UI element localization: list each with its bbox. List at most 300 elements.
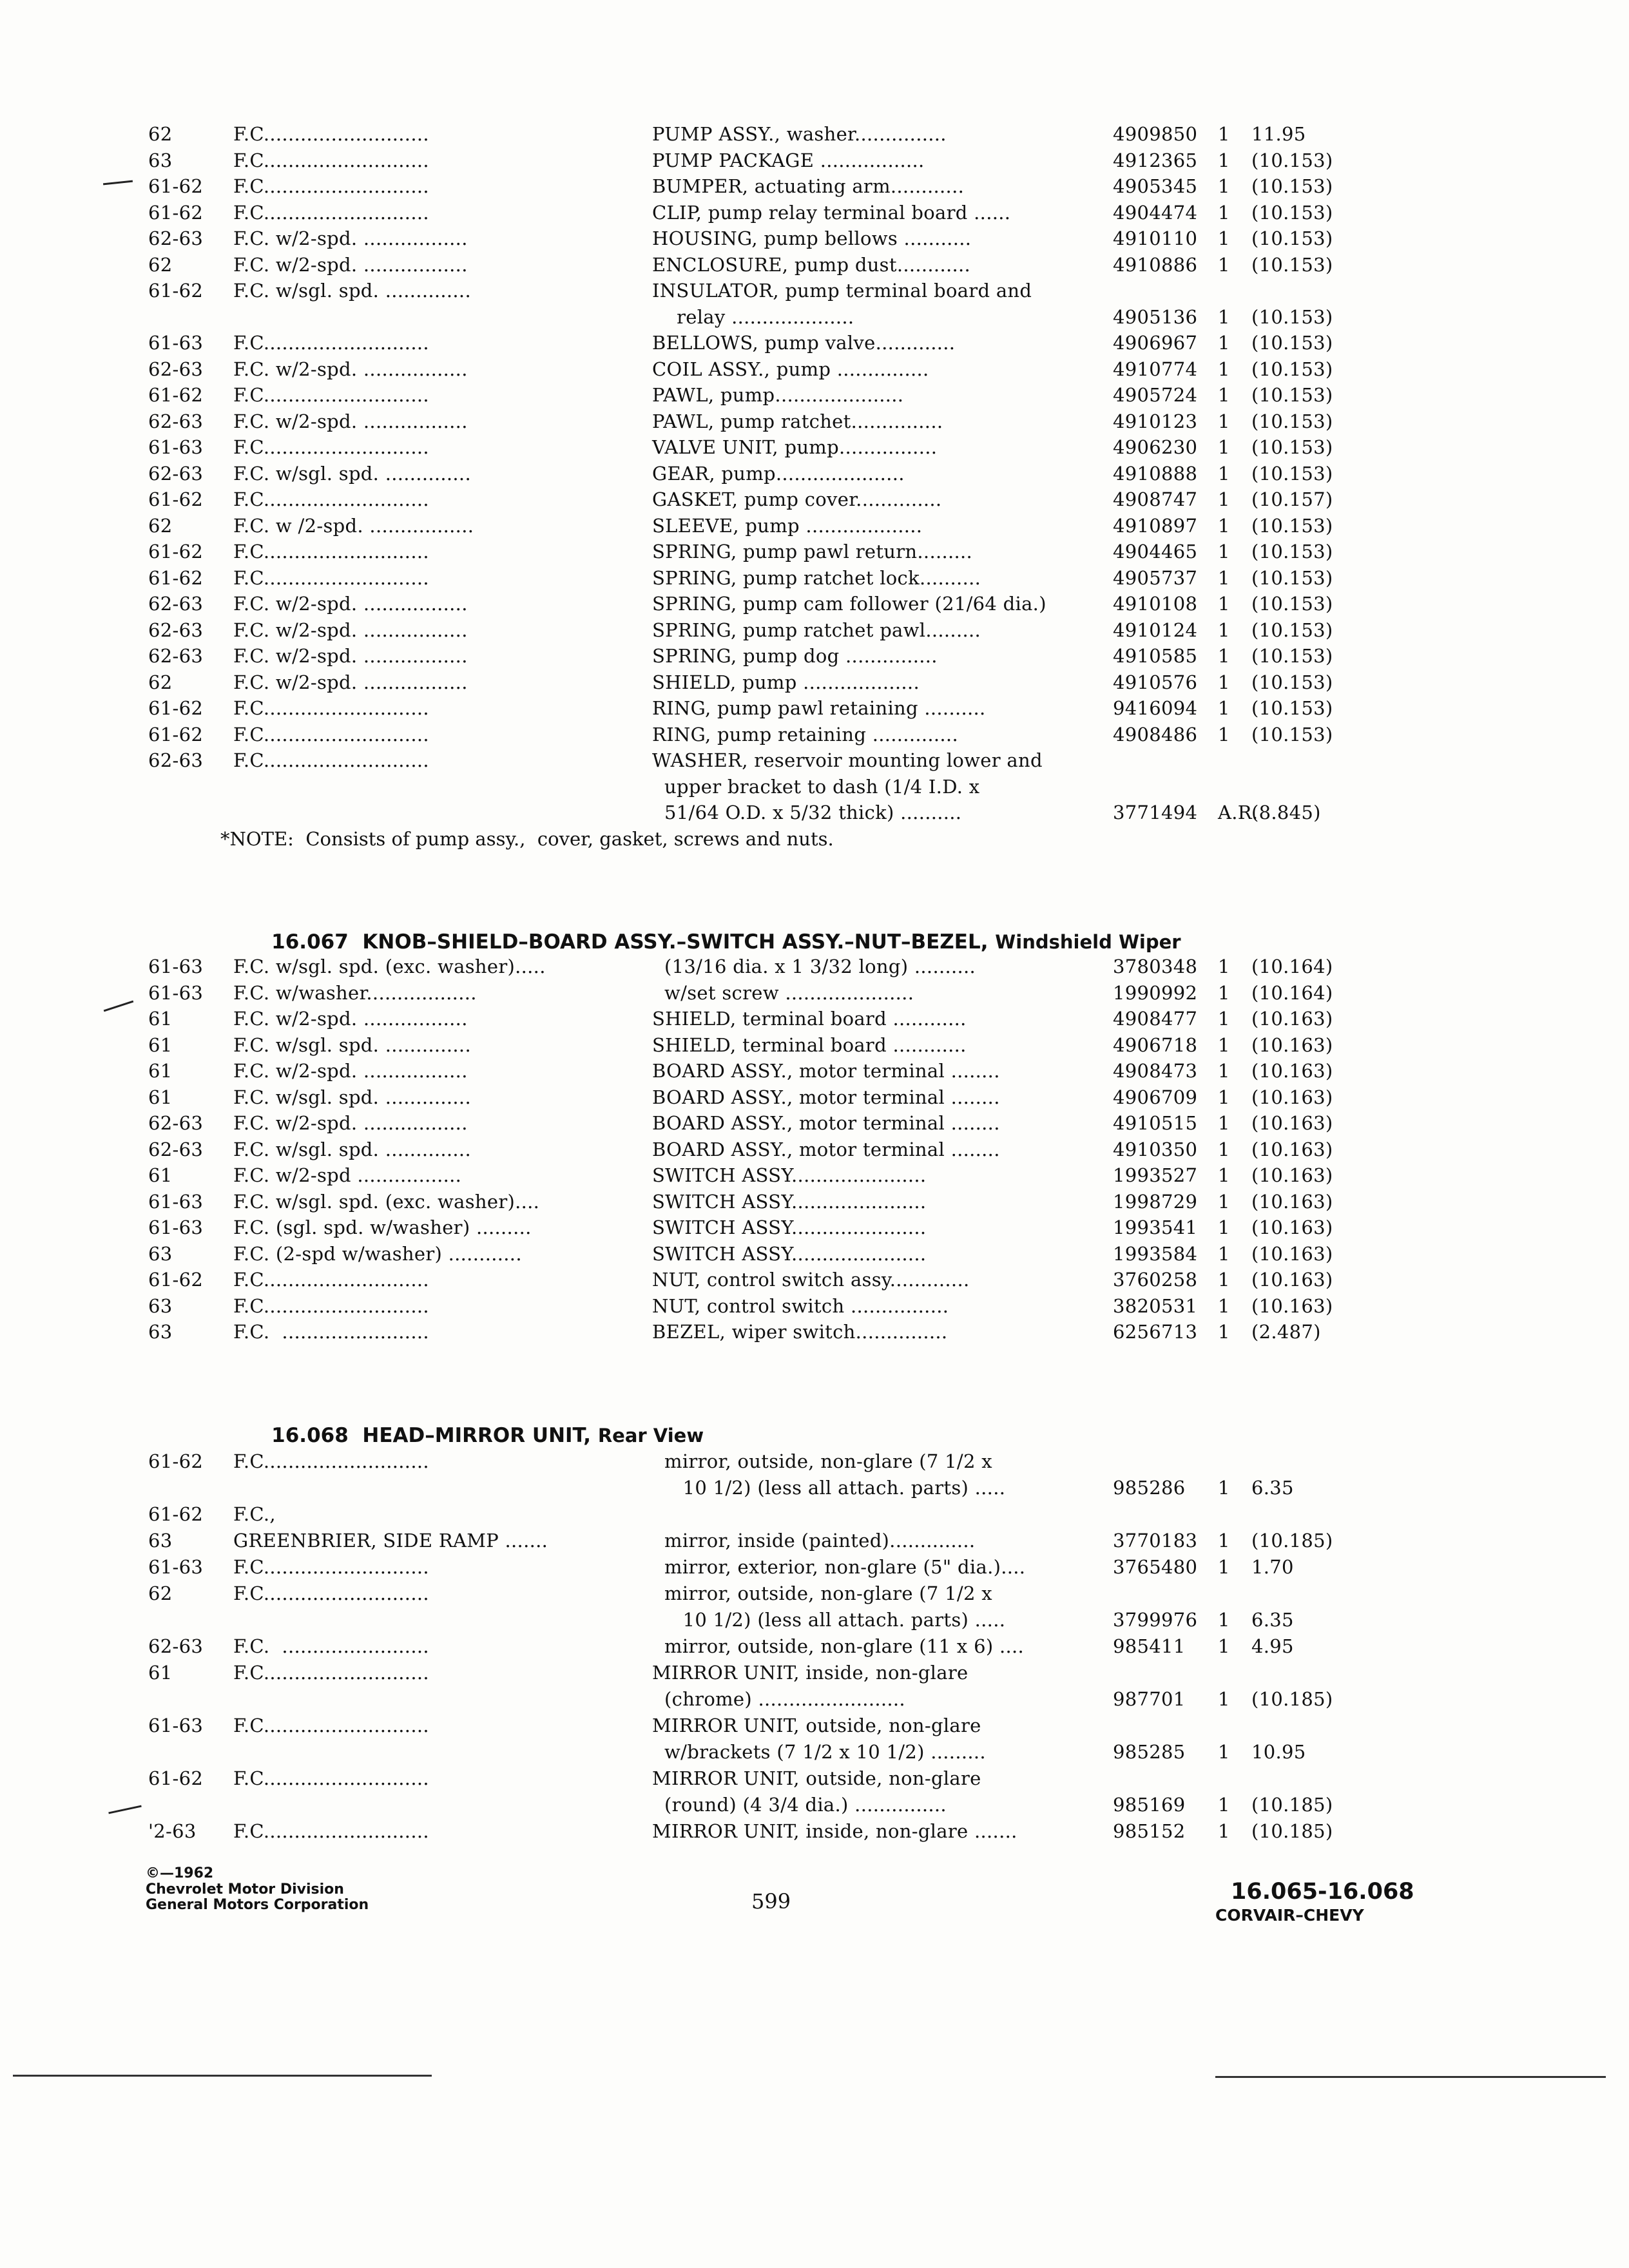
- part-number-cell: 985152: [1113, 1820, 1186, 1842]
- model-cell: F.C...........................: [233, 1294, 429, 1317]
- part-number-cell: 4910774: [1113, 358, 1198, 380]
- group-cell: (10.153): [1251, 201, 1333, 224]
- description-cell: MIRROR UNIT, outside, non-glare: [652, 1715, 981, 1736]
- group-cell: (10.153): [1251, 566, 1333, 589]
- year-cell: 61: [148, 1086, 173, 1108]
- description-cell: mirror, outside, non-glare (7 1/2 x: [652, 1450, 992, 1472]
- year-cell: 61-62: [148, 175, 204, 197]
- quantity-cell: 1: [1218, 1530, 1230, 1552]
- part-number-cell: 4910350: [1113, 1138, 1198, 1160]
- group-cell: (10.153): [1251, 436, 1333, 458]
- description-cell: SWITCH ASSY......................: [652, 1190, 927, 1213]
- group-cell: (10.163): [1251, 1138, 1333, 1160]
- table-row: [0, 747, 1629, 773]
- group-cell: 4.95: [1251, 1635, 1294, 1657]
- table-row: [0, 774, 1629, 800]
- year-cell: 61-62: [148, 1269, 204, 1291]
- model-cell: F.C. w/washer..................: [233, 981, 477, 1004]
- group-cell: (10.157): [1251, 488, 1333, 510]
- year-cell: 63: [148, 1321, 173, 1343]
- year-cell: 61-62: [148, 566, 204, 589]
- group-cell: 11.95: [1251, 123, 1306, 145]
- quantity-cell: 1: [1218, 541, 1230, 562]
- year-cell: 61-63: [148, 981, 204, 1004]
- year-cell: 63: [148, 1294, 173, 1317]
- part-number-cell: 3771494: [1113, 802, 1198, 823]
- model-cell: F.C. w/sgl. spd. ..............: [233, 1033, 471, 1056]
- year-cell: 62-63: [148, 749, 204, 771]
- description-cell: 10 1/2) (less all attach. parts) .....: [652, 1609, 1006, 1631]
- table-row: [0, 330, 1629, 356]
- part-number-cell: 4905724: [1113, 384, 1198, 406]
- description-cell: w/set screw .....................: [652, 981, 914, 1004]
- year-cell: 61-62: [148, 541, 204, 562]
- description-cell: (13/16 dia. x 1 3/32 long) ..........: [652, 956, 976, 977]
- year-cell: 61-62: [148, 488, 204, 510]
- part-number-cell: 985169: [1113, 1794, 1186, 1816]
- year-cell: 62-63: [148, 1138, 204, 1160]
- model-cell: F.C. w/2-spd. .................: [233, 253, 468, 276]
- description-cell: MIRROR UNIT, inside, non-glare .......: [652, 1820, 1017, 1842]
- description-cell: (round) (4 3/4 dia.) ...............: [652, 1794, 947, 1816]
- model-cell: F.C...........................: [233, 1450, 429, 1472]
- description-cell: PAWL, pump ratchet...............: [652, 410, 943, 432]
- quantity-cell: 1: [1218, 201, 1230, 224]
- quantity-cell: 1: [1218, 1321, 1230, 1343]
- model-cell: F.C...........................: [233, 723, 429, 745]
- model-cell: F.C. w/sgl. spd. ..............: [233, 280, 471, 302]
- section-title: HEAD–MIRROR UNIT,: [362, 1424, 592, 1447]
- quantity-cell: 1: [1218, 514, 1230, 537]
- part-number-cell: 4908486: [1113, 723, 1198, 745]
- model-cell: F.C...........................: [233, 1556, 429, 1578]
- description-cell: BUMPER, actuating arm............: [652, 175, 965, 197]
- description-cell: PUMP ASSY., washer...............: [652, 123, 947, 145]
- table-row: [0, 486, 1629, 512]
- model-cell: F.C. w/2-spd. .................: [233, 619, 468, 641]
- description-cell: BOARD ASSY., motor terminal ........: [652, 1112, 1000, 1134]
- group-cell: (10.153): [1251, 514, 1333, 537]
- part-number-cell: 1993541: [1113, 1216, 1198, 1238]
- description-cell: PUMP PACKAGE .................: [652, 149, 925, 171]
- table-row: [0, 565, 1629, 591]
- year-cell: 62-63: [148, 593, 204, 615]
- table-row: [0, 1189, 1629, 1215]
- group-cell: (10.163): [1251, 1112, 1333, 1134]
- quantity-cell: 1: [1218, 175, 1230, 197]
- part-number-cell: 985285: [1113, 1741, 1186, 1763]
- group-cell: (10.163): [1251, 1060, 1333, 1082]
- part-number-cell: 4908477: [1113, 1008, 1198, 1030]
- part-number-cell: 4910888: [1113, 462, 1198, 485]
- table-row: [0, 1554, 1629, 1580]
- part-number-cell: 4910585: [1113, 645, 1198, 667]
- table-row: [0, 1501, 1629, 1527]
- quantity-cell: 1: [1218, 1609, 1230, 1631]
- quantity-cell: 1: [1218, 1820, 1230, 1842]
- table-row: [0, 800, 1629, 825]
- quantity-cell: 1: [1218, 1086, 1230, 1108]
- description-cell: MIRROR UNIT, outside, non-glare: [652, 1767, 981, 1789]
- description-cell: BOARD ASSY., motor terminal ........: [652, 1138, 1000, 1160]
- description-cell: SLEEVE, pump ...................: [652, 514, 923, 537]
- quantity-cell: 1: [1218, 593, 1230, 615]
- section-title: KNOB–SHIELD–BOARD ASSY.–SWITCH ASSY.–NUT–BEZEL,: [362, 930, 988, 954]
- description-cell: (chrome) ........................: [652, 1688, 905, 1710]
- bottom-rule-left: [13, 2075, 432, 2077]
- quantity-cell: 1: [1218, 619, 1230, 641]
- quantity-cell: 1: [1218, 1269, 1230, 1291]
- model-cell: F.C...........................: [233, 332, 429, 354]
- table-row: [0, 1792, 1629, 1818]
- description-cell: ENCLOSURE, pump dust............: [652, 253, 971, 276]
- table-row: [0, 1241, 1629, 1267]
- model-cell: F.C...........................: [233, 436, 429, 458]
- group-cell: (10.163): [1251, 1216, 1333, 1238]
- model-cell: F.C...........................: [233, 123, 429, 145]
- quantity-cell: 1: [1218, 227, 1230, 249]
- part-number-cell: 4904474: [1113, 201, 1198, 224]
- part-number-cell: 4910886: [1113, 253, 1198, 276]
- part-number-cell: 4910576: [1113, 671, 1198, 693]
- table-row: [0, 1267, 1629, 1293]
- year-cell: 62-63: [148, 227, 204, 249]
- quantity-cell: 1: [1218, 1060, 1230, 1082]
- group-cell: (10.153): [1251, 175, 1333, 197]
- year-cell: 63: [148, 1242, 173, 1265]
- year-cell: 61: [148, 1164, 173, 1186]
- description-cell: SHIELD, terminal board ............: [652, 1008, 967, 1030]
- description-cell: SHIELD, terminal board ............: [652, 1033, 967, 1056]
- table-row: [0, 1475, 1629, 1501]
- year-cell: 62: [148, 1582, 173, 1604]
- model-cell: F.C. w/2-spd. .................: [233, 1112, 468, 1134]
- table-row: [0, 1293, 1629, 1319]
- description-cell: SPRING, pump pawl return.........: [652, 541, 973, 562]
- table-row: [0, 1765, 1629, 1791]
- model-cell: F.C. (2-spd w/washer) ............: [233, 1242, 522, 1265]
- section-number: 16.067: [271, 930, 349, 954]
- group-cell: (10.163): [1251, 1269, 1333, 1291]
- quantity-cell: 1: [1218, 149, 1230, 171]
- part-number-cell: 3760258: [1113, 1269, 1198, 1291]
- part-number-cell: 3780348: [1113, 956, 1198, 977]
- model-cell: F.C. w/sgl. spd. ..............: [233, 462, 471, 485]
- group-cell: (10.153): [1251, 305, 1333, 328]
- description-cell: SWITCH ASSY......................: [652, 1164, 927, 1186]
- model-cell: F.C...........................: [233, 1715, 429, 1736]
- year-cell: 62-63: [148, 645, 204, 667]
- model-cell: F.C. ........................: [233, 1321, 429, 1343]
- group-cell: (10.153): [1251, 697, 1333, 719]
- table-row: [0, 1032, 1629, 1058]
- table-row: [0, 617, 1629, 643]
- model-cell: F.C...........................: [233, 1767, 429, 1789]
- table-row: [0, 1137, 1629, 1162]
- model-cell: F.C...........................: [233, 1269, 429, 1291]
- description-cell: RING, pump retaining ..............: [652, 723, 958, 745]
- table-row: [0, 513, 1629, 539]
- table-row: [0, 1448, 1629, 1474]
- model-cell: F.C. w/sgl. spd. ..............: [233, 1086, 471, 1108]
- quantity-cell: 1: [1218, 1741, 1230, 1763]
- table-row: [0, 980, 1629, 1006]
- year-cell: 62-63: [148, 410, 204, 432]
- table-row: [0, 1319, 1629, 1345]
- description-cell: BELLOWS, pump valve.............: [652, 332, 956, 354]
- description-cell: mirror, inside (painted)..............: [652, 1530, 976, 1552]
- description-cell: GEAR, pump.....................: [652, 462, 905, 485]
- year-cell: 61: [148, 1033, 173, 1056]
- group-cell: (10.185): [1251, 1820, 1333, 1842]
- group-cell: (10.164): [1251, 981, 1333, 1004]
- part-number-cell: 4905345: [1113, 175, 1198, 197]
- year-cell: 61-62: [148, 1503, 204, 1525]
- year-cell: 61: [148, 1662, 173, 1684]
- table-row: [0, 1739, 1629, 1765]
- group-cell: (10.153): [1251, 645, 1333, 667]
- part-number-cell: 4905737: [1113, 566, 1198, 589]
- year-cell: 62-63: [148, 1635, 204, 1657]
- description-cell: MIRROR UNIT, inside, non-glare: [652, 1662, 969, 1684]
- part-number-cell: 4910108: [1113, 593, 1198, 615]
- quantity-cell: 1: [1218, 358, 1230, 380]
- quantity-cell: 1: [1218, 1242, 1230, 1265]
- year-cell: 61-63: [148, 1715, 204, 1736]
- page-number: 599: [751, 1889, 791, 1914]
- group-cell: (10.163): [1251, 1294, 1333, 1317]
- description-cell: SPRING, pump dog ...............: [652, 645, 938, 667]
- quantity-cell: 1: [1218, 384, 1230, 406]
- part-number-cell: 4905136: [1113, 305, 1198, 328]
- description-cell: BOARD ASSY., motor terminal ........: [652, 1060, 1000, 1082]
- description-cell: INSULATOR, pump terminal board and: [652, 280, 1032, 302]
- group-cell: (10.163): [1251, 1190, 1333, 1213]
- group-cell: (10.164): [1251, 956, 1333, 977]
- part-number-cell: 4910124: [1113, 619, 1198, 641]
- part-number-cell: 4910123: [1113, 410, 1198, 432]
- quantity-cell: 1: [1218, 671, 1230, 693]
- group-cell: (10.163): [1251, 1164, 1333, 1186]
- quantity-cell: 1: [1218, 1794, 1230, 1816]
- section-subtitle: Rear View: [597, 1425, 704, 1446]
- group-cell: (10.153): [1251, 149, 1333, 171]
- model-cell: F.C...........................: [233, 149, 429, 171]
- quantity-cell: 1: [1218, 981, 1230, 1004]
- section-number: 16.068: [271, 1424, 349, 1447]
- group-cell: 6.35: [1251, 1609, 1294, 1631]
- part-number-cell: 6256713: [1113, 1321, 1198, 1343]
- table-row: [0, 539, 1629, 564]
- group-cell: (10.153): [1251, 332, 1333, 354]
- table-row: [0, 356, 1629, 382]
- group-cell: (10.153): [1251, 593, 1333, 615]
- table-row: [0, 591, 1629, 617]
- part-number-cell: 3765480: [1113, 1556, 1198, 1578]
- group-cell: 10.95: [1251, 1741, 1306, 1763]
- group-cell: (10.153): [1251, 671, 1333, 693]
- year-cell: 62: [148, 514, 173, 537]
- table-row: [0, 669, 1629, 695]
- table-row: [0, 722, 1629, 747]
- group-cell: (10.153): [1251, 410, 1333, 432]
- table-row: [0, 1607, 1629, 1633]
- quantity-cell: 1: [1218, 1138, 1230, 1160]
- quantity-cell: 1: [1218, 1008, 1230, 1030]
- quantity-cell: 1: [1218, 1556, 1230, 1578]
- table-row: [0, 304, 1629, 330]
- year-cell: 61-63: [148, 436, 204, 458]
- model-line: CORVAIR–CHEVY: [1215, 1906, 1364, 1925]
- model-cell: F.C. w/2-spd. .................: [233, 1060, 468, 1082]
- part-number-cell: 4908747: [1113, 488, 1198, 510]
- group-cell: (10.185): [1251, 1688, 1333, 1710]
- table-row: [0, 695, 1629, 721]
- model-cell: F.C...........................: [233, 1662, 429, 1684]
- part-number-cell: 1993584: [1113, 1242, 1198, 1265]
- part-number-cell: 4908473: [1113, 1060, 1198, 1082]
- year-cell: 62-63: [148, 462, 204, 485]
- description-cell: BEZEL, wiper switch...............: [652, 1321, 948, 1343]
- table-row: [0, 1660, 1629, 1686]
- quantity-cell: 1: [1218, 723, 1230, 745]
- year-cell: 62: [148, 253, 173, 276]
- model-cell: F.C. w/2-spd. .................: [233, 593, 468, 615]
- model-cell: F.C. w/2-spd .................: [233, 1164, 462, 1186]
- division-name: Chevrolet Motor Division: [146, 1881, 344, 1898]
- part-number-cell: 985411: [1113, 1635, 1186, 1657]
- group-cell: (10.153): [1251, 384, 1333, 406]
- corporation-name: General Motors Corporation: [146, 1897, 369, 1913]
- part-number-cell: 4906718: [1113, 1033, 1198, 1056]
- description-cell: upper bracket to dash (1/4 I.D. x: [652, 775, 980, 798]
- year-cell: 61-63: [148, 332, 204, 354]
- description-cell: NUT, control switch assy.............: [652, 1269, 970, 1291]
- bottom-rule-right: [1215, 2076, 1606, 2078]
- description-cell: relay ....................: [652, 305, 854, 328]
- section-subtitle: Windshield Wiper: [995, 931, 1181, 953]
- table-row: [0, 461, 1629, 486]
- part-number-cell: 985286: [1113, 1477, 1186, 1499]
- group-cell: (10.153): [1251, 253, 1333, 276]
- description-cell: GASKET, pump cover..............: [652, 488, 942, 510]
- table-row: [0, 1215, 1629, 1240]
- table-row: [0, 173, 1629, 199]
- model-cell: F.C...........................: [233, 541, 429, 562]
- table-row: [0, 1006, 1629, 1032]
- table-row: [0, 1528, 1629, 1553]
- quantity-cell: 1: [1218, 1294, 1230, 1317]
- group-cell: (10.153): [1251, 358, 1333, 380]
- description-cell: 51/64 O.D. x 5/32 thick) ..........: [652, 802, 962, 823]
- part-number-cell: 4909850: [1113, 123, 1198, 145]
- model-cell: F.C. w /2-spd. .................: [233, 514, 474, 537]
- model-cell: F.C...........................: [233, 566, 429, 589]
- quantity-cell: 1: [1218, 645, 1230, 667]
- table-row: [0, 382, 1629, 408]
- part-number-cell: 4912365: [1113, 149, 1198, 171]
- part-number-cell: 4910110: [1113, 227, 1198, 249]
- year-cell: 61-63: [148, 1216, 204, 1238]
- model-cell: F.C...........................: [233, 488, 429, 510]
- group-cell: (10.153): [1251, 227, 1333, 249]
- model-cell: F.C. w/sgl. spd. ..............: [233, 1138, 471, 1160]
- description-cell: VALVE UNIT, pump................: [652, 436, 938, 458]
- model-cell: F.C...........................: [233, 749, 429, 771]
- quantity-cell: 1: [1218, 1216, 1230, 1238]
- model-cell: F.C...........................: [233, 1820, 429, 1842]
- model-cell: F.C. (sgl. spd. w/washer) .........: [233, 1216, 532, 1238]
- part-number-cell: 3820531: [1113, 1294, 1198, 1317]
- part-number-cell: 4906230: [1113, 436, 1198, 458]
- part-number-cell: 4904465: [1113, 541, 1198, 562]
- description-cell: COIL ASSY., pump ...............: [652, 358, 929, 380]
- table-row: [0, 1686, 1629, 1712]
- description-cell: SWITCH ASSY......................: [652, 1216, 927, 1238]
- quantity-cell: A.R.: [1218, 802, 1258, 823]
- table-row: [0, 434, 1629, 460]
- year-cell: 63: [148, 1530, 173, 1552]
- year-cell: 61-63: [148, 956, 204, 977]
- part-number-cell: 3770183: [1113, 1530, 1198, 1552]
- table-row: [0, 252, 1629, 278]
- year-cell: 62-63: [148, 358, 204, 380]
- copyright: ©—1962: [146, 1865, 214, 1881]
- description-cell: SPRING, pump cam follower (21/64 dia.): [652, 593, 1046, 615]
- part-number-cell: 9416094: [1113, 697, 1198, 719]
- group-cell: (2.487): [1251, 1321, 1321, 1343]
- group-cell: (10.163): [1251, 1242, 1333, 1265]
- model-cell: F.C. w/2-spd. .................: [233, 410, 468, 432]
- description-cell: 10 1/2) (less all attach. parts) .....: [652, 1477, 1006, 1499]
- model-cell: F.C. w/sgl. spd. (exc. washer).....: [233, 956, 546, 977]
- quantity-cell: 1: [1218, 488, 1230, 510]
- model-cell: F.C. w/2-spd. .................: [233, 358, 468, 380]
- table-row: [0, 1084, 1629, 1110]
- description-cell: SPRING, pump ratchet pawl.........: [652, 619, 981, 641]
- table-row: [0, 408, 1629, 434]
- year-cell: 61-62: [148, 697, 204, 719]
- year-cell: 62-63: [148, 1112, 204, 1134]
- model-cell: F.C. w/sgl. spd. (exc. washer)....: [233, 1190, 540, 1213]
- quantity-cell: 1: [1218, 1164, 1230, 1186]
- group-cell: (10.163): [1251, 1008, 1333, 1030]
- group-cell: (10.185): [1251, 1794, 1333, 1816]
- quantity-cell: 1: [1218, 305, 1230, 328]
- quantity-cell: 1: [1218, 410, 1230, 432]
- description-cell: mirror, outside, non-glare (7 1/2 x: [652, 1582, 992, 1604]
- year-cell: 61-62: [148, 723, 204, 745]
- footnote: *NOTE: Consists of pump assy., cover, gasket, screws and nuts.: [220, 828, 834, 850]
- group-cell: (10.153): [1251, 462, 1333, 485]
- model-cell: F.C.,: [233, 1503, 276, 1525]
- quantity-cell: 1: [1218, 1033, 1230, 1056]
- quantity-cell: 1: [1218, 332, 1230, 354]
- group-cell: (10.153): [1251, 541, 1333, 562]
- quantity-cell: 1: [1218, 697, 1230, 719]
- group-cell: (10.185): [1251, 1530, 1333, 1552]
- table-row: [0, 1162, 1629, 1188]
- year-cell: 61-62: [148, 280, 204, 302]
- table-row: [0, 1058, 1629, 1084]
- model-cell: GREENBRIER, SIDE RAMP .......: [233, 1530, 548, 1552]
- year-cell: 61: [148, 1008, 173, 1030]
- year-cell: 63: [148, 149, 173, 171]
- quantity-cell: 1: [1218, 1190, 1230, 1213]
- table-row: [0, 200, 1629, 226]
- part-number-cell: 4906709: [1113, 1086, 1198, 1108]
- description-cell: mirror, outside, non-glare (11 x 6) ....: [652, 1635, 1025, 1657]
